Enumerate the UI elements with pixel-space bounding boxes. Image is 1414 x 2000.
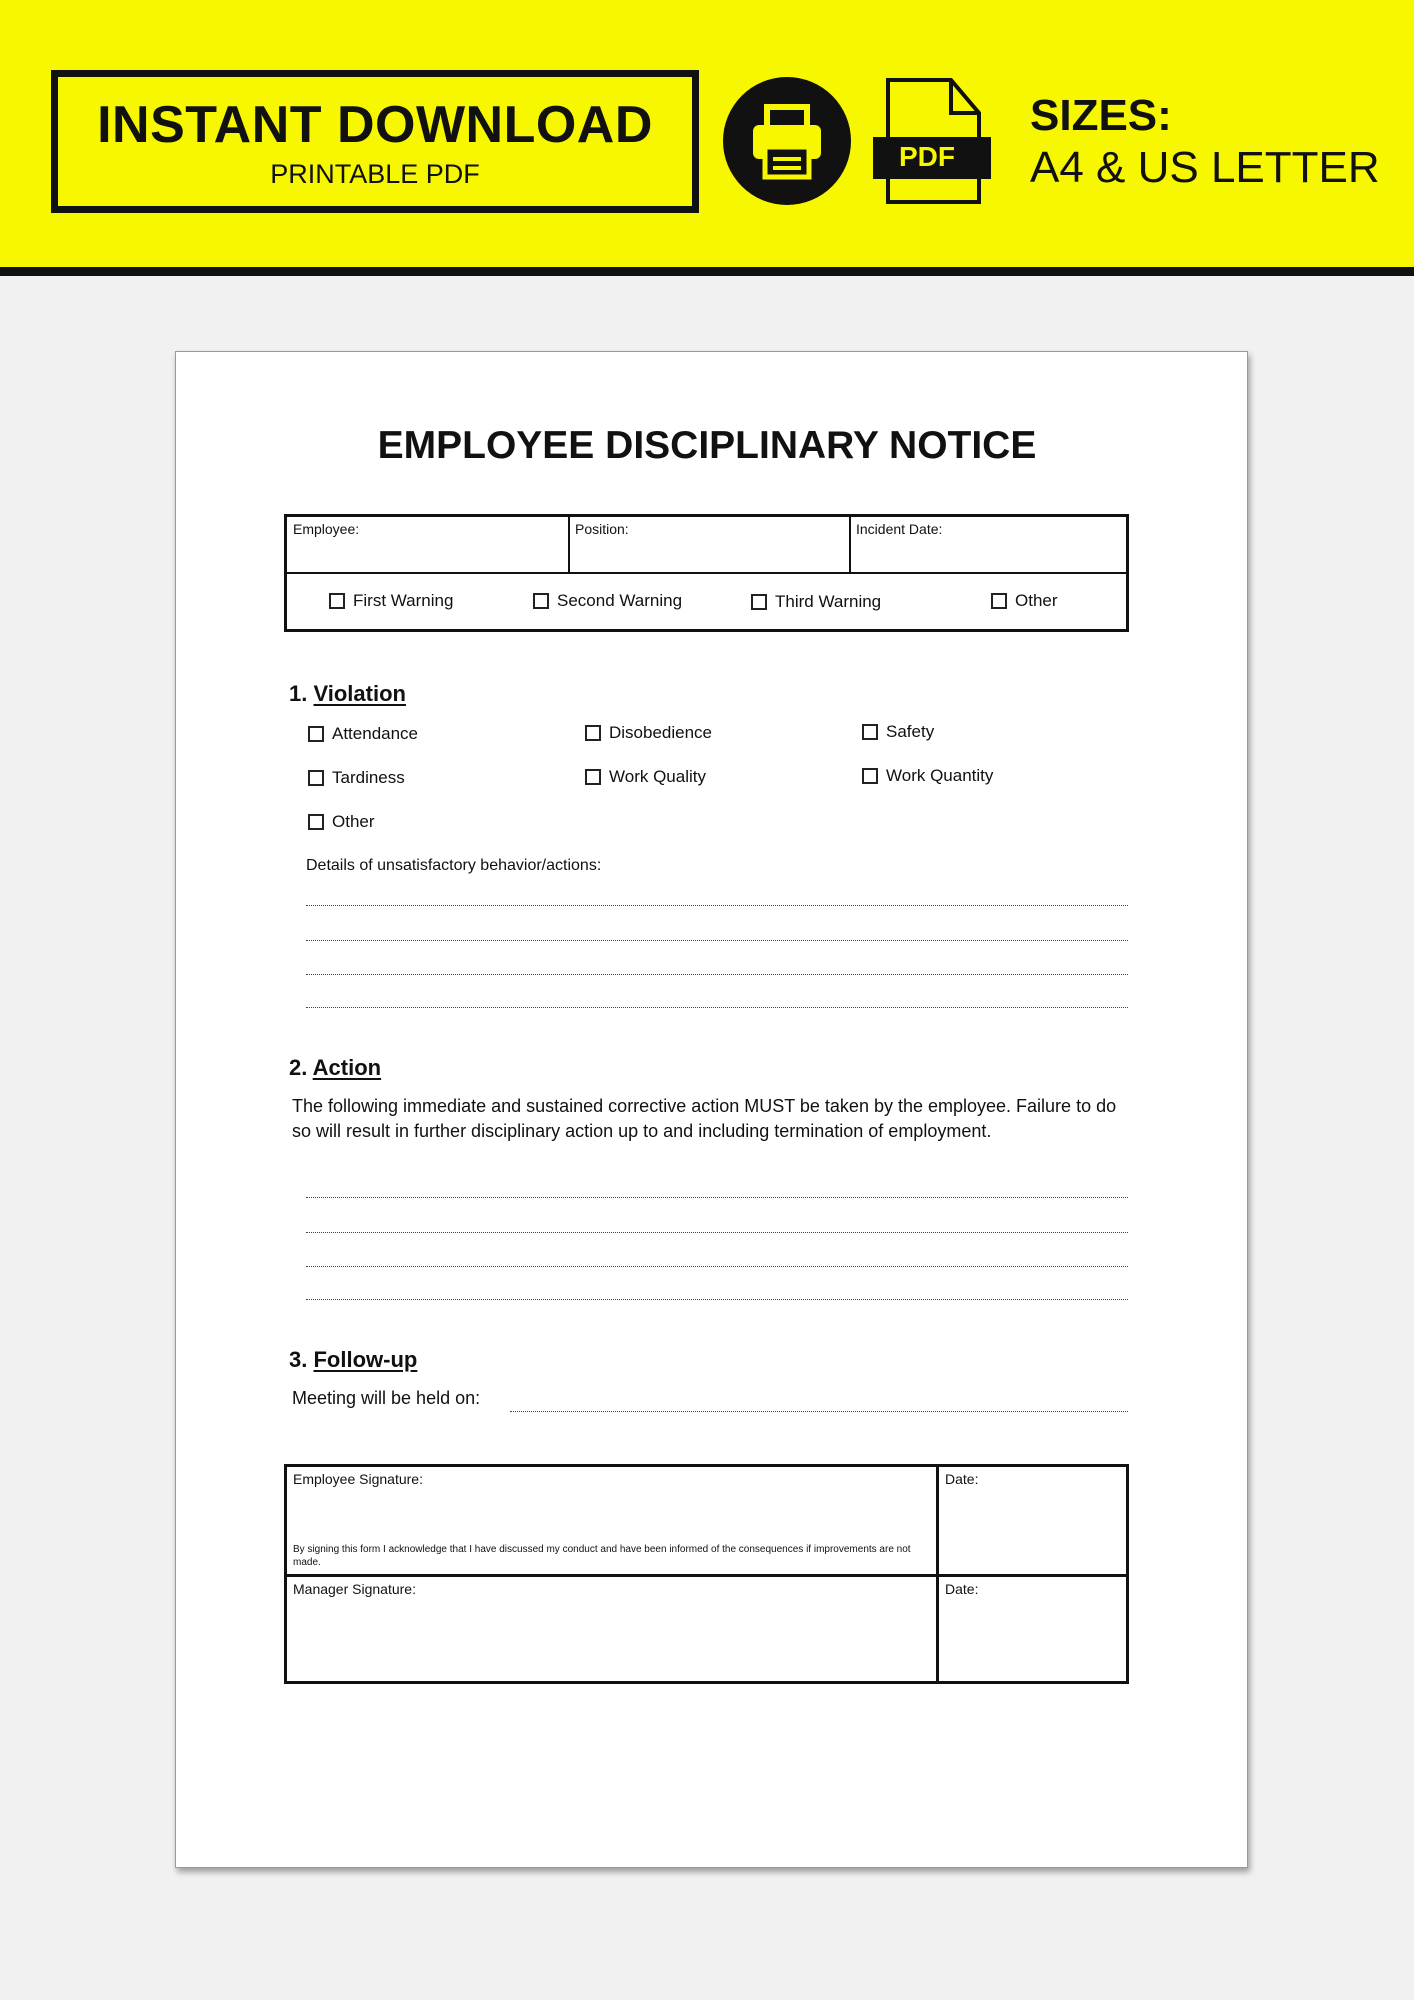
section-action-heading: 2. Action	[289, 1055, 382, 1080]
sizes-label: SIZES:	[1030, 91, 1172, 140]
action-line[interactable]	[306, 1266, 1128, 1267]
manager-signature-field[interactable]: Manager Signature:	[293, 1581, 416, 1597]
checkbox-label: Tardiness	[332, 768, 405, 787]
checkbox-first-warning[interactable]	[329, 591, 453, 611]
checkbox-icon[interactable]	[308, 770, 324, 786]
checkbox-icon[interactable]	[862, 768, 878, 784]
details-line[interactable]	[306, 974, 1128, 975]
checkbox-icon[interactable]	[751, 594, 767, 610]
action-line[interactable]	[306, 1299, 1128, 1300]
checkbox-label: Safety	[886, 722, 935, 741]
details-line[interactable]	[306, 940, 1128, 941]
checkbox-label: Work Quality	[609, 767, 706, 786]
checkbox-safety[interactable]	[862, 722, 934, 742]
checkbox-label: Other	[332, 812, 375, 831]
banner-subline: PRINTABLE PDF	[270, 159, 480, 189]
checkbox-work-quality[interactable]	[585, 767, 706, 787]
checkbox-icon[interactable]	[533, 593, 549, 609]
checkbox-second-warning[interactable]	[533, 591, 682, 611]
checkbox-label: Attendance	[332, 724, 419, 743]
checkbox-icon[interactable]	[991, 593, 1007, 609]
checkbox-label: Disobedience	[609, 723, 713, 742]
section-followup-heading: 3. Follow-up	[289, 1347, 418, 1372]
sizes-info	[1030, 90, 1380, 194]
checkbox-icon[interactable]	[329, 593, 345, 609]
meeting-date-line[interactable]	[510, 1411, 1128, 1412]
section-violation-heading: 1. Violation	[289, 681, 406, 706]
signature-table	[284, 1464, 1129, 1684]
checkbox-icon[interactable]	[308, 814, 324, 830]
action-line[interactable]	[306, 1197, 1128, 1198]
acknowledgement-text: By signing this form I acknowledge that I have discussed my conduct and have been informed of the consequences if improvements are not made.	[293, 1544, 911, 1568]
checkbox-icon[interactable]	[585, 769, 601, 785]
incident-date-field[interactable]: Incident Date:	[856, 521, 943, 537]
employee-field[interactable]: Employee:	[293, 521, 360, 537]
checkbox-work-quantity[interactable]	[862, 766, 993, 786]
manager-date-field[interactable]: Date:	[945, 1581, 979, 1597]
checkbox-attendance[interactable]	[308, 724, 418, 744]
checkbox-label: First Warning	[353, 591, 454, 610]
meeting-label: Meeting will be held on:	[292, 1388, 481, 1408]
checkbox-tardiness[interactable]	[308, 768, 405, 788]
checkbox-other-violation[interactable]	[308, 812, 375, 832]
details-line[interactable]	[306, 1007, 1128, 1008]
checkbox-other-warning[interactable]	[991, 591, 1058, 611]
checkbox-icon[interactable]	[308, 726, 324, 742]
checkbox-icon[interactable]	[585, 725, 601, 741]
details-label: Details of unsatisfactory behavior/actions:	[306, 857, 602, 874]
employee-signature-field[interactable]	[287, 1467, 935, 1574]
checkbox-label: Third Warning	[775, 592, 882, 611]
pdf-label: PDF	[899, 141, 955, 172]
checkbox-label: Work Quantity	[886, 766, 994, 785]
instant-download-box	[51, 70, 699, 213]
position-field[interactable]: Position:	[575, 521, 629, 537]
printer-icon	[723, 77, 851, 205]
sizes-value: A4 & US LETTER	[1030, 143, 1380, 192]
banner-headline: INSTANT DOWNLOAD	[97, 96, 653, 154]
checkbox-label: Second Warning	[557, 591, 683, 610]
employee-info-table	[284, 514, 1129, 632]
details-line[interactable]	[306, 905, 1128, 906]
action-line[interactable]	[306, 1232, 1128, 1233]
employee-signature-label: Employee Signature:	[293, 1471, 423, 1487]
checkbox-disobedience[interactable]	[585, 723, 712, 743]
page-title: EMPLOYEE DISCIPLINARY NOTICE	[377, 424, 1037, 467]
checkbox-label: Other	[1015, 591, 1058, 610]
employee-date-field[interactable]: Date:	[945, 1471, 979, 1487]
action-description: The following immediate and sustained corrective action MUST be taken by the employee. Failure to do so will result in further disciplinary action up to and including termination of employment.	[292, 1096, 1117, 1141]
checkbox-third-warning[interactable]	[751, 592, 881, 612]
checkbox-icon[interactable]	[862, 724, 878, 740]
pdf-file-icon	[873, 77, 998, 205]
